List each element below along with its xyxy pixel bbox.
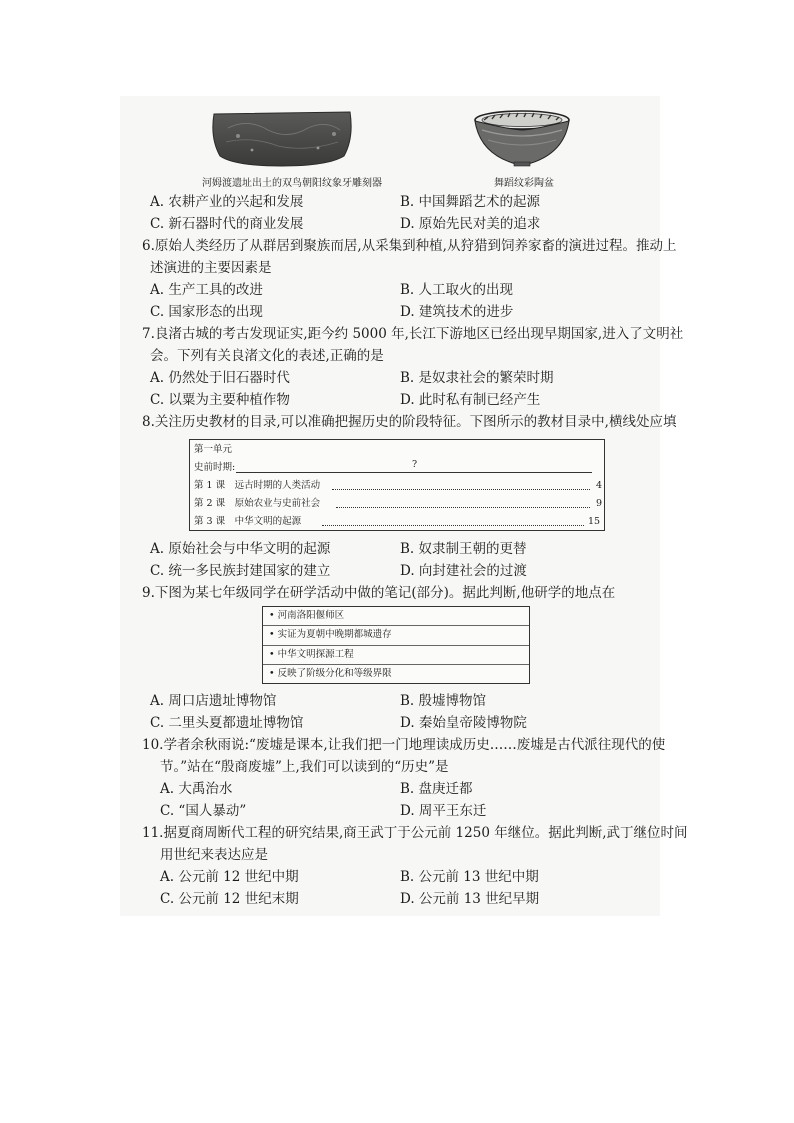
q5-option-d[interactable]: D. 原始先民对美的追求: [400, 216, 541, 232]
q10-option-a[interactable]: A. 大禹治水: [160, 781, 233, 797]
q8-option-a[interactable]: A. 原始社会与中华文明的起源: [150, 541, 331, 557]
q9-option-a[interactable]: A. 周口店遗址博物馆: [150, 693, 277, 709]
q9-stem: 9.下图为某七年级同学在研学活动中做的笔记(部分)。据此判断,他研学的地点在: [142, 585, 616, 601]
toc-unit: 第一单元: [194, 444, 233, 455]
q8-option-d[interactable]: D. 向封建社会的过渡: [400, 563, 527, 579]
left-image-caption: 河姆渡遗址出土的双鸟朝阳纹象牙雕刻器: [202, 178, 382, 189]
note-item: • 河南洛阳偃师区: [269, 610, 345, 621]
q10-stem-line1: 10.学者余秋雨说:“废墟是课本,让我们把一门地理读成历史……废墟是古代派往现代的使: [142, 737, 666, 753]
q11-option-d[interactable]: D. 公元前 13 世纪早期: [400, 891, 540, 907]
q7-option-a[interactable]: A. 仍然处于旧石器时代: [150, 370, 290, 386]
q11-stem-line1: 11.据夏商周断代工程的研究结果,商王武丁于公元前 1250 年继位。据此判断,武丁继位时间: [142, 825, 688, 841]
note-divider: [263, 645, 529, 646]
q10-option-b[interactable]: B. 盘庚迁都: [400, 781, 473, 797]
q6-stem-line2: 述演进的主要因素是: [150, 260, 272, 276]
toc-lesson-3: 第 3 课 中华文明的起源: [194, 516, 302, 527]
q8-option-b[interactable]: B. 奴隶制王朝的更替: [400, 541, 527, 557]
q6-stem-line1: 6.原始人类经历了从群居到聚族而居,从采集到种植,从狩猎到饲养家畜的演进过程。推动上: [142, 238, 677, 254]
q6-option-d[interactable]: D. 建筑技术的进步: [400, 304, 514, 320]
q11-option-b[interactable]: B. 公元前 13 世纪中期: [400, 869, 539, 885]
toc-leader-2: [336, 507, 590, 508]
ivory-carving-icon: [208, 108, 356, 168]
painted-pottery-basin-icon: [472, 108, 572, 168]
q7-option-c[interactable]: C. 以粟为主要种植作物: [150, 392, 290, 408]
toc-lesson-2: 第 2 课 原始农业与史前社会: [194, 498, 321, 509]
toc-page-1: 4: [596, 480, 603, 491]
q9-option-b[interactable]: B. 殷墟博物馆: [400, 693, 487, 709]
note-item: • 实证为夏朝中晚期都城遗存: [269, 629, 392, 640]
q10-option-c[interactable]: C. “国人暴动”: [160, 803, 247, 819]
q8-option-c[interactable]: C. 统一多民族封建国家的建立: [150, 563, 331, 579]
q11-option-a[interactable]: A. 公元前 12 世纪中期: [160, 869, 299, 885]
note-divider: [263, 625, 529, 626]
q5-option-a[interactable]: A. 农耕产业的兴起和发展: [150, 194, 304, 210]
toc-lesson-1: 第 1 课 远古时期的人类活动: [194, 480, 321, 491]
right-image-caption: 舞蹈纹彩陶盆: [494, 178, 554, 189]
toc-period: 史前时期:: [194, 462, 236, 473]
q9-option-c[interactable]: C. 二里头夏都遗址博物馆: [150, 715, 304, 731]
note-item: • 反映了阶级分化和等级界限: [269, 668, 392, 679]
textbook-toc-box: [189, 439, 605, 531]
note-divider: [263, 664, 529, 665]
q8-stem: 8.关注历史教材的目录,可以准确把握历史的阶段特征。下图所示的教材目录中,横线处应填: [142, 414, 677, 430]
q11-option-c[interactable]: C. 公元前 12 世纪末期: [160, 891, 299, 907]
toc-blank-mark: ?: [412, 459, 418, 470]
toc-leader-3: [322, 525, 584, 526]
q7-stem-line2: 会。下列有关良渚文化的表述,正确的是: [150, 348, 384, 364]
q11-stem-line2: 用世纪来表达应是: [160, 847, 268, 863]
note-item: • 中华文明探源工程: [269, 649, 354, 660]
q6-option-b[interactable]: B. 人工取火的出现: [400, 282, 514, 298]
q5-option-c[interactable]: C. 新石器时代的商业发展: [150, 216, 304, 232]
toc-page-3: 15: [588, 516, 601, 527]
toc-blank-line: [236, 472, 592, 473]
q10-stem-line2: 节。”站在“殷商废墟”上,我们可以读到的“历史”是: [160, 759, 449, 775]
q6-option-a[interactable]: A. 生产工具的改进: [150, 282, 263, 298]
q6-option-c[interactable]: C. 国家形态的出现: [150, 304, 263, 320]
q10-option-d[interactable]: D. 周平王东迁: [400, 803, 487, 819]
q5-option-b[interactable]: B. 中国舞蹈艺术的起源: [400, 194, 541, 210]
study-notes-box: [262, 606, 530, 684]
toc-page-2: 9: [596, 498, 603, 509]
q7-stem-line1: 7.良渚古城的考古发现证实,距今约 5000 年,长江下游地区已经出现早期国家,进入了文明社: [142, 326, 684, 342]
q7-option-b[interactable]: B. 是奴隶社会的繁荣时期: [400, 370, 554, 386]
q9-option-d[interactable]: D. 秦始皇帝陵博物院: [400, 715, 527, 731]
q7-option-d[interactable]: D. 此时私有制已经产生: [400, 392, 541, 408]
toc-leader-1: [332, 489, 590, 490]
